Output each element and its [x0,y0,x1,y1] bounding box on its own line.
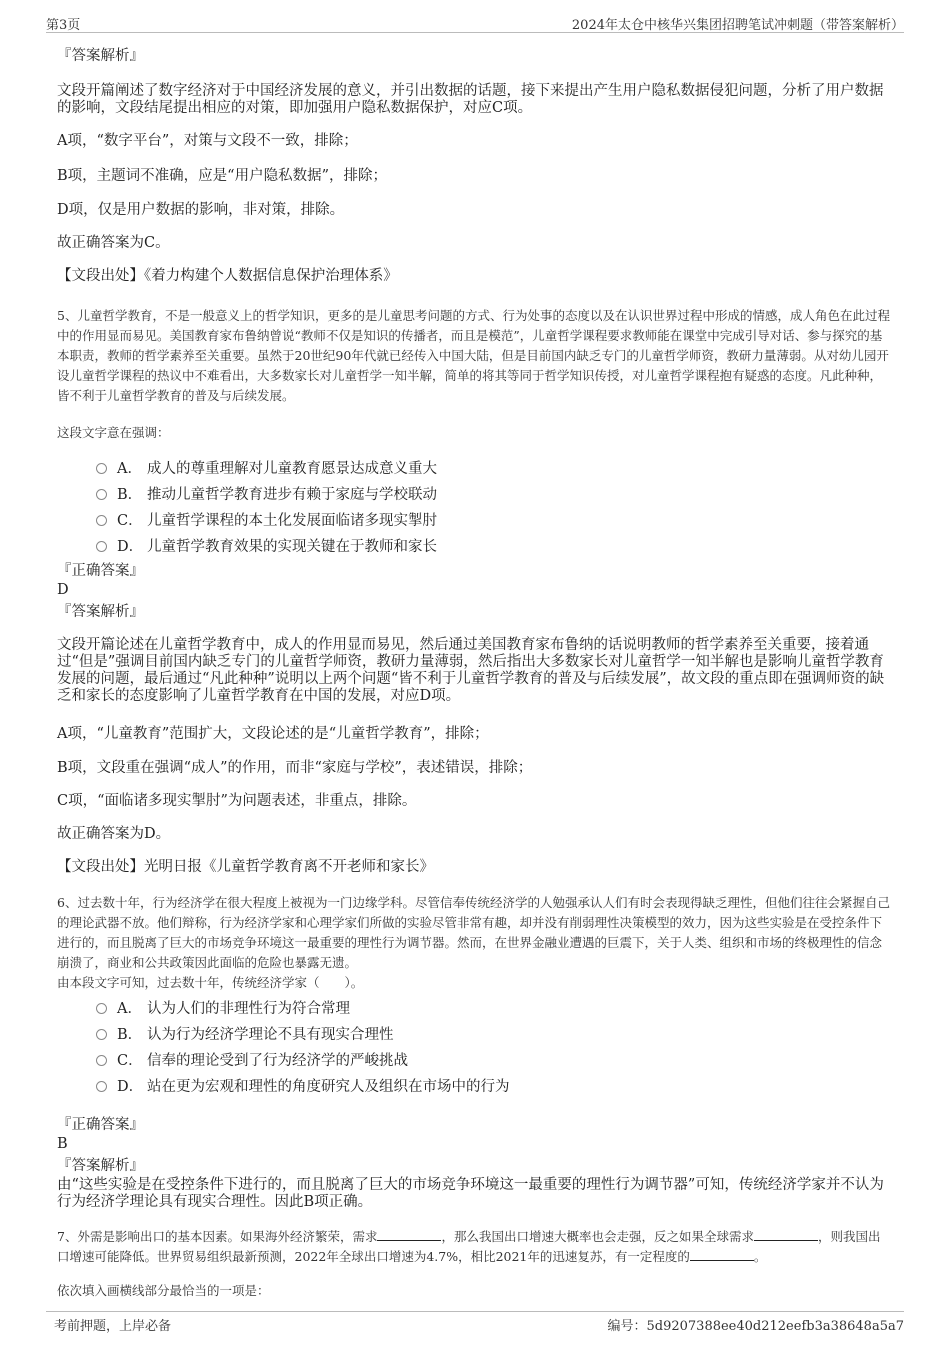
radio-icon[interactable] [96,541,107,552]
page-footer [46,1311,904,1334]
radio-icon[interactable] [96,1055,107,1066]
q7-question: 依次填入画横线部分最恰当的一项是： [57,1283,270,1298]
fill-blank-3[interactable] [690,1248,754,1261]
q5-question: 这段文字意在强调： [57,425,170,440]
q4-analysis: 文段开篇阐述了数字经济对于中国经济发展的意义，并引出数据的话题，接下来提出产生用户隐私数据侵犯问题，分析了用户数据的影响，文段结尾提出相应的对策，即加强用户隐私数据保护，对应C项。 [57,83,884,116]
q5-answer: D [57,582,69,598]
q6-question: 由本段文字可知，过去数十年，传统经济学家（ ）。 [57,975,364,990]
fill-blank-2[interactable] [754,1228,818,1241]
q5-analysis-title: 『答案解析』 [57,604,144,620]
radio-icon[interactable] [96,515,107,526]
q6-option-d[interactable]: D． 站在更为宏观和理性的角度研究人及组织在市场中的行为 [96,1075,510,1096]
page-header [46,12,904,33]
footer-slogan: 考前押题，上岸必备 [54,1319,172,1334]
q5-option-a[interactable]: A． 成人的尊重理解对儿童教育愿景达成意义重大 [96,457,437,478]
q5-analysis: 文段开篇论述在儿童哲学教育中，成人的作用显而易见，然后通过美国教育家布鲁纳的话说明教师的哲学素养至关重要，接着通过“但是”强调目前国内缺乏专门的儿童哲学师资，教研力量薄弱，然后指出大多数家长对儿童哲学一知半解也是影响儿童哲学教育发展的问题，最后通过“凡此种种”说明以上两个问题“皆不利于儿童哲学教育的普及与后续发展”，故文段的重点即在强调师资的缺乏和家长的态度影响了儿童哲学教育在中国的发展，对应D项。 [57,637,885,704]
radio-icon[interactable] [96,1029,107,1040]
q6-option-a[interactable]: A． 认为人们的非理性行为符合常理 [96,997,350,1018]
q6-option-b[interactable]: B． 认为行为经济学理论不具有现实合理性 [96,1023,394,1044]
q6-answer: B [57,1136,68,1152]
q6-analysis: 由“这些实验是在受控条件下进行的，而且脱离了巨大的市场竞争环境这一最重要的理性行为调节器”可知，传统经济学家并不认为行为经济学理论具有现实合理性。因此B项正确。 [57,1177,884,1210]
q4-option-b-note: B项，主题词不准确，应是“用户隐私数据”，排除； [57,168,387,184]
q5-option-c[interactable]: C． 儿童哲学课程的本土化发展面临诸多现实掣肘 [96,509,437,530]
q5-option-c-note: C项，“面临诸多现实掣肘”为问题表述，非重点，排除。 [57,793,417,809]
q5-option-b-note: B项，文段重在强调“成人”的作用，而非“家庭与学校”，表述错误，排除； [57,760,533,776]
q6-answer-title: 『正确答案』 [57,1117,144,1133]
radio-icon[interactable] [96,489,107,500]
radio-icon[interactable] [96,1003,107,1014]
q5-conclusion: 故正确答案为D。 [57,826,171,842]
q4-analysis-title: 『答案解析』 [57,48,144,64]
q5-option-a-note: A项，“儿童教育”范围扩大，文段论述的是“儿童哲学教育”，排除； [57,726,489,742]
q5-answer-title: 『正确答案』 [57,563,144,579]
q5-option-d[interactable]: D． 儿童哲学教育效果的实现关键在于教师和家长 [96,535,437,556]
q5-option-b[interactable]: B． 推动儿童哲学教育进步有赖于家庭与学校联动 [96,483,437,504]
q4-conclusion: 故正确答案为C。 [57,235,170,251]
fill-blank-1[interactable] [377,1228,441,1241]
document-title: 2024年太仓中核华兴集团招聘笔试冲刺题（带答案解析） [571,18,904,33]
q6-analysis-title: 『答案解析』 [57,1158,144,1174]
q4-option-a-note: A项，“数字平台”，对策与文段不一致，排除； [57,133,358,149]
radio-icon[interactable] [96,1081,107,1092]
q4-option-d-note: D项，仅是用户数据的影响，非对策，排除。 [57,202,345,218]
q5-stem: 5、儿童哲学教育，不是一般意义上的哲学知识，更多的是儿童思考问题的方式、行为处事的态度以及在认识世界过程中形成的情感，成人角色在此过程中的作用显而易见。美国教育家布鲁纳曾说“教师不仅是知识的传播者，而且是模范”，儿童哲学课程要求教师能在课堂中完成引导对话、参与探究的基本职责，教师的哲学素养至关重要。虽然于20世纪90年代就已经传入中国大陆，但是目前国内缺乏专门的儿童哲学师资，教研力量薄弱。从对幼儿园开设儿童哲学课程的热议中不难看出，大多数家长对儿童哲学一知半解，简单的将其等同于哲学知识传授，对儿童哲学课程抱有疑惑的态度。凡此种种，皆不利于儿童哲学教育的普及与后续发展。 [57,308,890,403]
document-code: 编号：5d9207388ee40d212eefb3a38648a5a7 [607,1319,904,1334]
q6-stem: 6、过去数十年，行为经济学在很大程度上被视为一门边缘学科。尽管信奉传统经济学的人勉强承认人们有时会表现得缺乏理性，但他们往往会紧握自己的理论武器不放。他们辩称，行为经济学家和心理学家们所做的实验尽管非常有趣，却并没有削弱理性决策模型的效力，因为这些实验是在受控条件下进行的，而且脱离了巨大的市场竞争环境这一最重要的理性行为调节器。然而，在世界金融业遭遇的巨震下，关于人类、组织和市场的终极理性的信念崩溃了，商业和公共政策因此面临的危险也暴露无遗。 [57,895,890,970]
radio-icon[interactable] [96,463,107,474]
q7-stem: 7、外需是影响出口的基本因素。如果海外经济繁荣，需求 ，那么我国出口增速大概率也会走强，反之如果全球需求 ，则我国出口增速可能降低。世界贸易组织最新预测，2022年全球出口增速为4.7%，相比2021年的迅速复苏，有一定程度的 。 [57,1229,881,1264]
page-number: 第3页 [46,18,81,33]
q5-source: 【文段出处】光明日报《儿童哲学教育离不开老师和家长》 [57,859,434,875]
q4-source: 【文段出处】《着力构建个人数据信息保护治理体系》 [57,268,398,284]
q6-option-c[interactable]: C． 信奉的理论受到了行为经济学的严峻挑战 [96,1049,408,1070]
